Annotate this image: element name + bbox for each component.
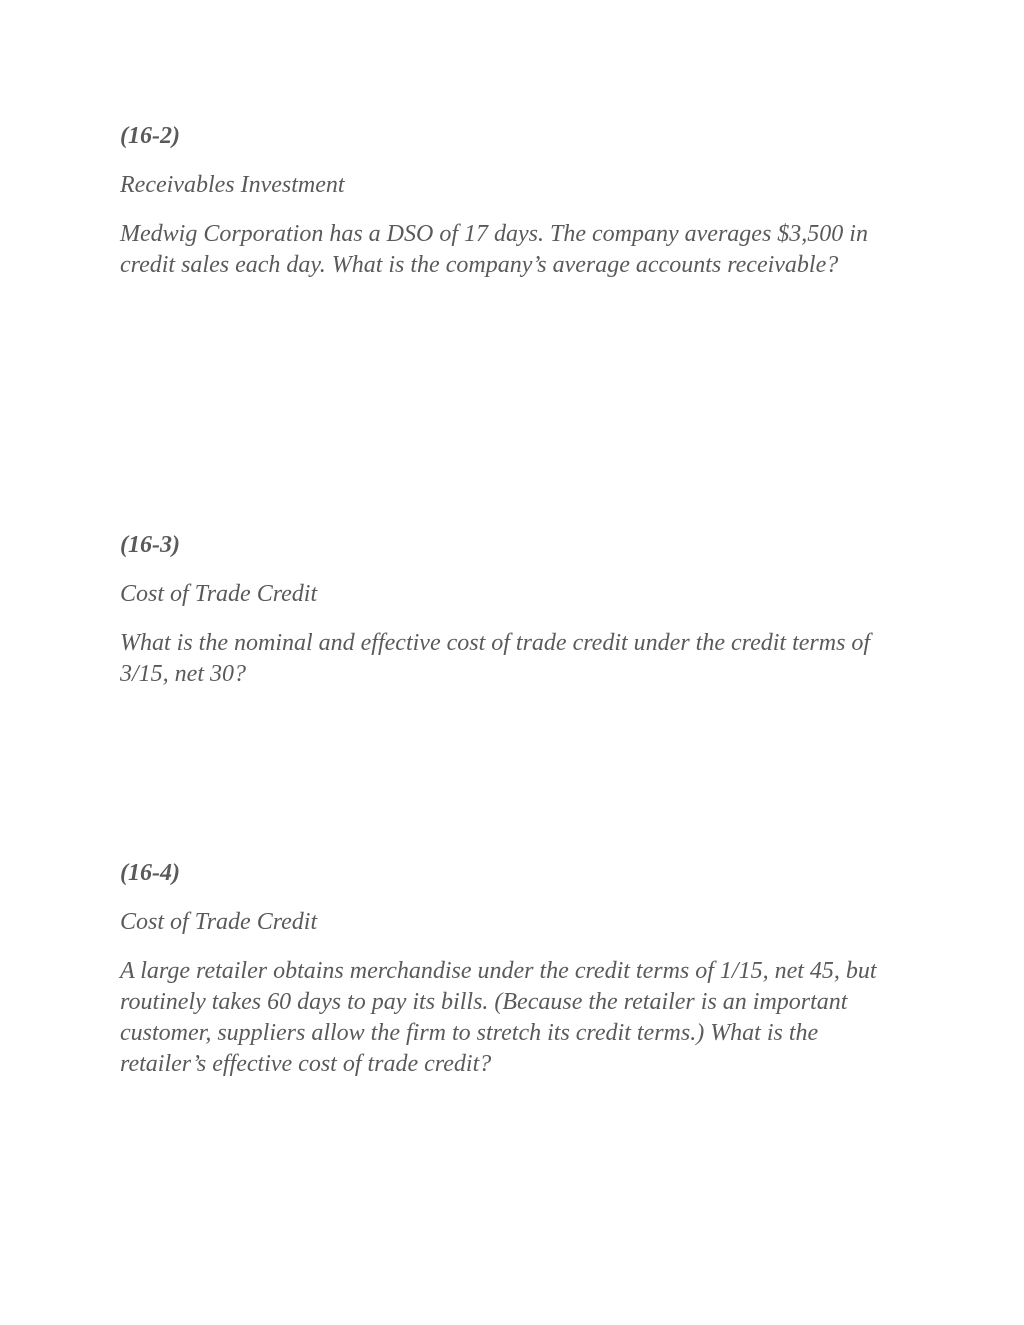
problem-question: What is the nominal and effective cost of trade credit under the credit terms of 3/15, net 30?: [120, 630, 871, 687]
problem-block: [120, 858, 910, 1080]
problem-question: A large retailer obtains merchandise under the credit terms of 1/15, net 45, but routinely takes 60 days to pay its bills. (Because the retailer is an important customer, suppliers allow the firm to stretch its credit terms.) What is the retailer’s effective cost of trade credit?: [120, 958, 877, 1077]
problem-topic: Receivables Investment: [120, 172, 345, 198]
problem-topic: Cost of Trade Credit: [120, 909, 318, 935]
problem-topic: Cost of Trade Credit: [120, 581, 318, 607]
problem-question: Medwig Corporation has a DSO of 17 days. The company averages $3,500 in credit sales each day. What is the company’s average accounts receivable?: [120, 221, 868, 278]
problem-number: (16-4): [120, 860, 180, 886]
problem-number: (16-3): [120, 532, 180, 558]
problem-block: [120, 530, 910, 690]
problem-number: (16-2): [120, 123, 180, 149]
problem-block: [120, 121, 910, 281]
